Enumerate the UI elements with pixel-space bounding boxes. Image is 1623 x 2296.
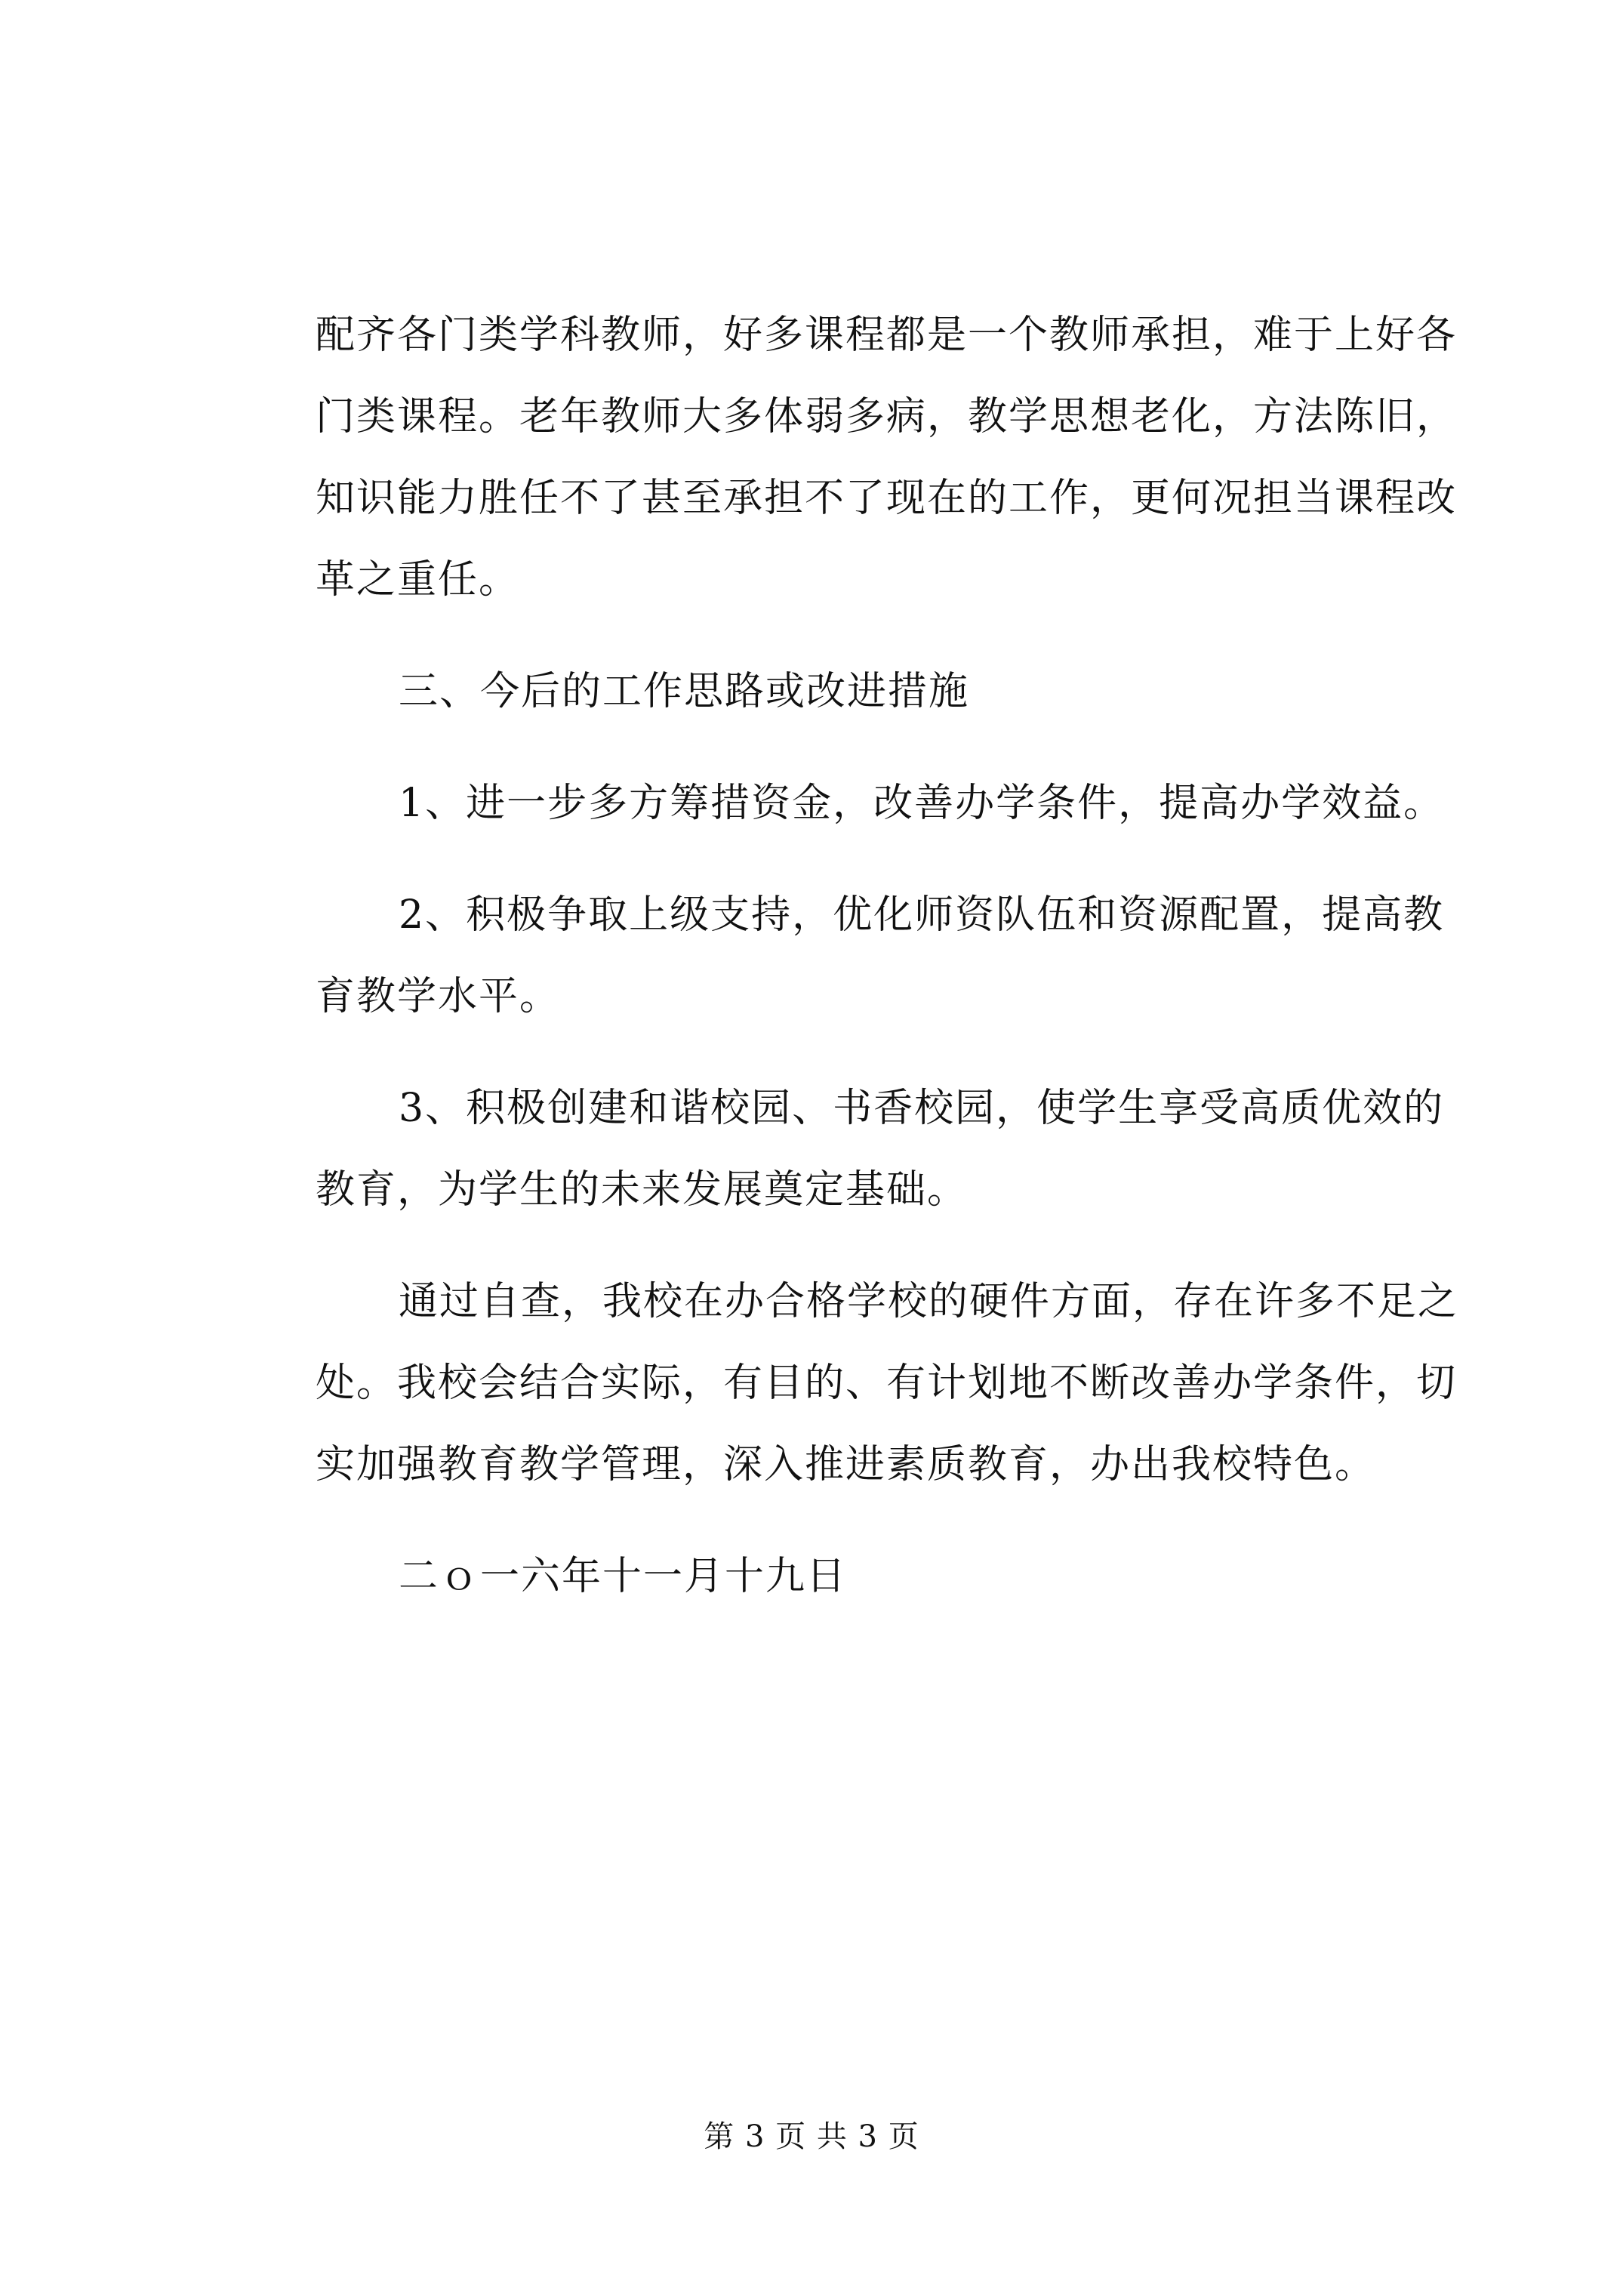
paragraph-gap (316, 621, 1433, 651)
measure-item-3 (316, 1068, 1445, 1231)
paragraph-gap (316, 732, 1433, 763)
paragraph-gap (316, 1231, 1433, 1261)
text-line: 教育，为学生的未来发展奠定基础。 (316, 1167, 969, 1213)
text-line: 门类课程。老年教师大多体弱多病，教学思想老化，方法陈旧， (316, 394, 1458, 439)
text-line: 1、进一步多方筹措资金，改善办学条件，提高办学效益。 (399, 781, 1445, 826)
text-line: 2、积极争取上级支持，优化师资队伍和资源配置，提高教 (399, 892, 1445, 938)
paragraph-gap (316, 1037, 1433, 1068)
measure-item-2 (316, 874, 1445, 1037)
text-line: 处。我校会结合实际，有目的、有计划地不断改善办学条件，切 (316, 1361, 1458, 1406)
section-heading: 三、今后的工作思路或改进措施 (399, 669, 970, 714)
text-line: 3、积极创建和谐校园、书香校园，使学生享受高质优效的 (399, 1086, 1445, 1131)
paragraph-gap (316, 844, 1433, 874)
conclusion-paragraph (316, 1261, 1459, 1505)
paragraph-continuation (316, 294, 1458, 621)
text-line: 通过自查，我校在办合格学校的硬件方面，存在许多不足之 (399, 1279, 1459, 1324)
measure-item-1 (316, 763, 1445, 844)
text-line: 革之重任。 (316, 557, 520, 603)
document-date: 二ｏ一六年十一月十九日 (399, 1554, 848, 1599)
document-body (316, 294, 1459, 1617)
text-line: 实加强教育教学管理，深入推进素质教育，办出我校特色。 (316, 1442, 1376, 1487)
text-line: 知识能力胜任不了甚至承担不了现在的工作，更何况担当课程改 (316, 476, 1458, 521)
page-number-footer: 第 3 页 共 3 页 (704, 2119, 919, 2154)
paragraph-gap (316, 1505, 1433, 1536)
text-line: 育教学水平。 (316, 974, 561, 1019)
text-line: 配齐各门类学科教师，好多课程都是一个教师承担，难于上好各 (316, 313, 1458, 358)
